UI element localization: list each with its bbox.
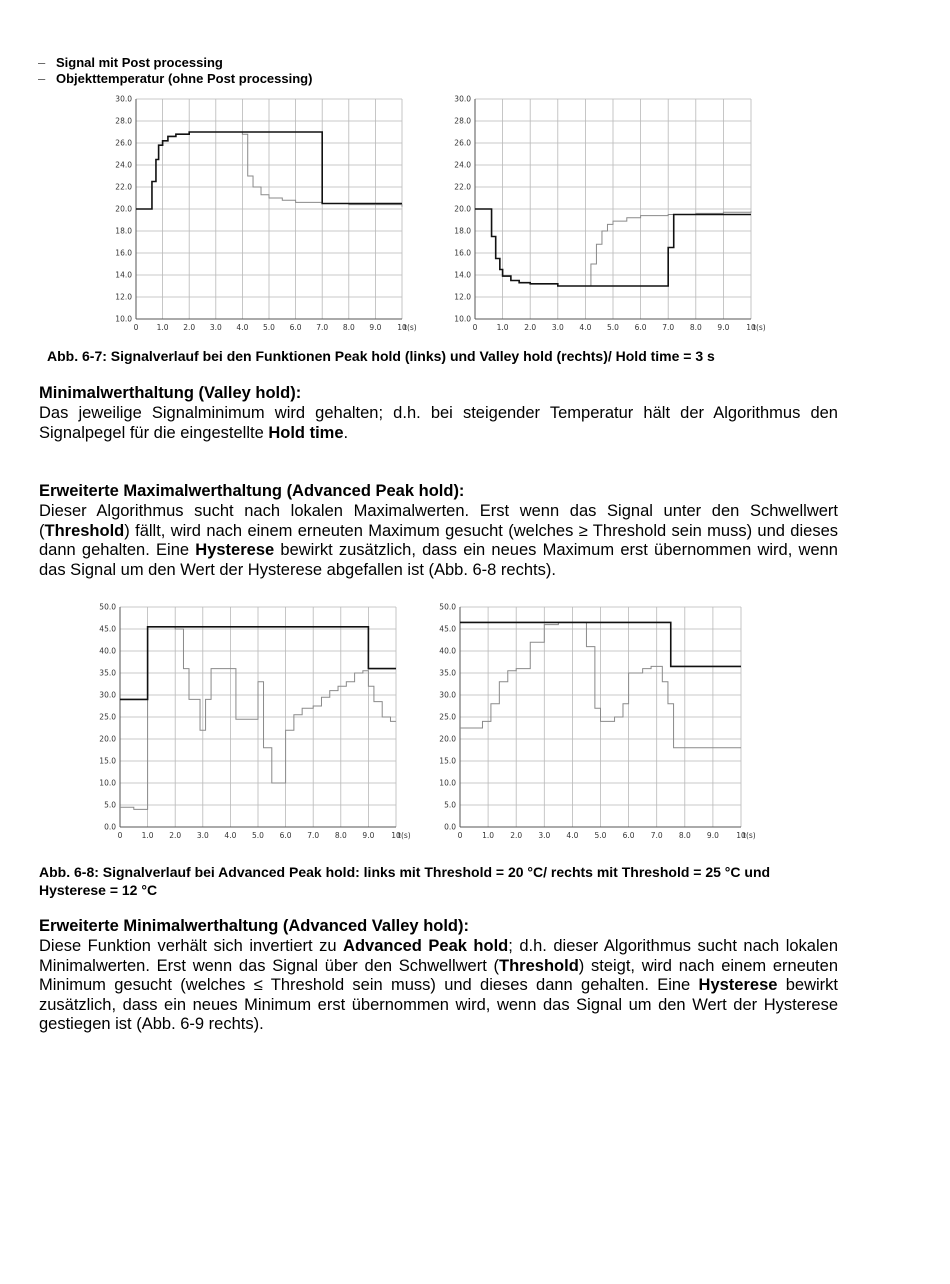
x-tick-label: 5.0 (594, 831, 607, 840)
x-tick-label: 10 (397, 323, 407, 332)
legend-label-1: Signal mit Post processing (56, 55, 223, 70)
x-tick-label: 7.0 (316, 323, 329, 332)
y-tick-label: 28.0 (115, 116, 132, 126)
y-tick-label: 10.0 (99, 778, 116, 788)
x-tick-label: 4.0 (236, 323, 249, 332)
x-tick-label: 7.0 (650, 831, 663, 840)
x-tick-label: 4.0 (579, 323, 592, 332)
y-tick-label: 22.0 (454, 182, 471, 192)
heading-advanced-peak-hold: Erweiterte Maximalwerthaltung (Advanced Peak hold): (39, 482, 465, 500)
y-tick-label: 28.0 (454, 116, 471, 126)
y-tick-label: 0.0 (104, 822, 116, 832)
y-tick-label: 20.0 (115, 204, 132, 214)
x-tick-label: 5.0 (607, 323, 619, 332)
y-tick-label: 30.0 (454, 94, 471, 104)
legend (38, 55, 312, 87)
x-tick-label: 9.0 (706, 831, 719, 840)
paragraph-advanced-valley-hold: Diese Funktion verhält sich invertiert zu Advanced Peak hold; d.h. dieser Algorithmus sucht nach lokalen Minimalwerten. Erst wenn das Signal über den Schwellwert (Threshold) steigt, wird nach einem erneuten Minimum gesucht (welches ≤ Threshold sein muss) und dieses dann gehalten. Eine Hysterese bewirkt zusätzlich, dass ein neues Minimum erst übernommen wird, wenn das Signal um den Wert der Hysterese gestiegen ist (Abb. 6-9 rechts). (39, 937, 838, 1033)
y-tick-label: 45.0 (99, 624, 116, 634)
y-tick-label: 10.0 (454, 314, 471, 324)
x-tick-label: 0 (457, 831, 463, 840)
y-tick-label: 0.0 (444, 822, 456, 832)
x-tick-label: 8.0 (678, 831, 691, 840)
y-tick-label: 24.0 (454, 160, 471, 170)
y-tick-label: 45.0 (439, 624, 456, 634)
dash-icon: – (38, 71, 46, 86)
legend-label-2: Objekttemperatur (ohne Post processing) (56, 71, 313, 86)
y-tick-label: 25.0 (99, 712, 116, 722)
y-tick-label: 40.0 (99, 646, 116, 656)
y-tick-label: 20.0 (439, 734, 456, 744)
y-tick-label: 50.0 (99, 602, 116, 612)
y-tick-label: 26.0 (454, 138, 471, 148)
figure-6-8-caption-line-1: Abb. 6-8: Signalverlauf bei Advanced Peak hold: links mit Threshold = 20 °C/ rechts mit Threshold = 25 °C und (39, 864, 771, 880)
y-tick-label: 26.0 (115, 138, 132, 148)
y-tick-label: 5.0 (104, 800, 116, 810)
y-tick-label: 30.0 (99, 690, 116, 700)
heading-valley-hold: Minimalwerthaltung (Valley hold): (39, 384, 302, 402)
y-tick-label: 40.0 (439, 646, 456, 656)
x-tick-label: 1.0 (156, 323, 169, 332)
y-tick-label: 10.0 (439, 778, 456, 788)
x-tick-label: 2.0 (510, 831, 523, 840)
x-axis-label: t(s) (753, 323, 766, 332)
x-tick-label: 5.0 (252, 831, 264, 840)
x-tick-label: 8.0 (334, 831, 347, 840)
x-tick-label: 6.0 (622, 831, 635, 840)
x-tick-label: 8.0 (342, 323, 355, 332)
y-tick-label: 18.0 (115, 226, 132, 236)
y-tick-label: 16.0 (115, 248, 132, 258)
x-tick-label: 0 (117, 831, 123, 840)
y-tick-label: 35.0 (99, 668, 116, 678)
figure-6-7-caption: Abb. 6-7: Signalverlauf bei den Funktionen Peak hold (links) und Valley hold (rechts)/ Hold time = 3 s (47, 348, 715, 364)
y-tick-label: 15.0 (439, 756, 456, 766)
x-tick-label: 3.0 (551, 323, 564, 332)
x-tick-label: 4.0 (224, 831, 237, 840)
chart-valley-hold (443, 93, 773, 335)
y-tick-label: 16.0 (454, 248, 471, 258)
heading-advanced-valley-hold: Erweiterte Minimalwerthaltung (Advanced Valley hold): (39, 917, 469, 935)
x-tick-label: 2.0 (524, 323, 537, 332)
x-tick-label: 3.0 (209, 323, 222, 332)
x-tick-label: 0 (133, 323, 139, 332)
chart-peak-hold-svg (104, 93, 424, 335)
y-tick-label: 12.0 (454, 292, 471, 302)
figure-6-8-caption-line-2: Hysterese = 12 °C (39, 882, 158, 898)
x-tick-label: 3.0 (538, 831, 551, 840)
x-tick-label: 6.0 (279, 831, 292, 840)
y-tick-label: 5.0 (444, 800, 456, 810)
x-tick-label: 10 (736, 831, 746, 840)
chart-advanced-peak-left (88, 601, 418, 843)
x-tick-label: 10 (391, 831, 401, 840)
y-tick-label: 35.0 (439, 668, 456, 678)
paragraph-valley-hold: Das jeweilige Signalminimum wird gehalten; d.h. bei steigender Temperatur hält der Algorithmus den Signalpegel für die eingestellte Hold time. (39, 404, 838, 442)
chart-valley-hold-svg (443, 93, 773, 335)
y-tick-label: 10.0 (115, 314, 132, 324)
y-tick-label: 14.0 (454, 270, 471, 280)
x-tick-label: 1.0 (482, 831, 495, 840)
x-tick-label: 9.0 (369, 323, 382, 332)
y-tick-label: 24.0 (115, 160, 132, 170)
x-tick-label: 4.0 (566, 831, 579, 840)
x-tick-label: 1.0 (496, 323, 509, 332)
chart-peak-hold (104, 93, 424, 335)
legend-item-post-processing (38, 55, 312, 71)
x-tick-label: 10 (746, 323, 756, 332)
x-tick-label: 0 (472, 323, 478, 332)
x-tick-label: 5.0 (263, 323, 275, 332)
y-tick-label: 22.0 (115, 182, 132, 192)
y-tick-label: 30.0 (439, 690, 456, 700)
x-tick-label: 7.0 (307, 831, 320, 840)
y-tick-label: 30.0 (115, 94, 132, 104)
x-tick-label: 9.0 (717, 323, 730, 332)
x-tick-label: 1.0 (141, 831, 154, 840)
x-tick-label: 2.0 (183, 323, 196, 332)
x-axis-label: t(s) (404, 323, 417, 332)
chart-advanced-peak-right-svg (428, 601, 763, 843)
y-tick-label: 18.0 (454, 226, 471, 236)
x-tick-label: 6.0 (634, 323, 647, 332)
x-axis-label: t(s) (398, 831, 411, 840)
x-tick-label: 3.0 (196, 831, 209, 840)
y-tick-label: 50.0 (439, 602, 456, 612)
dash-icon: – (38, 55, 46, 70)
x-tick-label: 9.0 (362, 831, 375, 840)
chart-advanced-peak-right (428, 601, 763, 843)
y-tick-label: 15.0 (99, 756, 116, 766)
x-tick-label: 8.0 (689, 323, 702, 332)
y-tick-label: 20.0 (99, 734, 116, 744)
y-tick-label: 12.0 (115, 292, 132, 302)
y-tick-label: 25.0 (439, 712, 456, 722)
paragraph-advanced-peak-hold: Dieser Algorithmus sucht nach lokalen Maximalwerten. Erst wenn das Signal unter den Schwellwert (Threshold) fällt, wird nach einem erneuten Maximum gesucht (welches ≥ Threshold sein muss) und dieses dann gehalten. Eine Hysterese bewirkt zusätzlich, dass ein neues Maximum erst übernommen wird, wenn das Signal um den Wert der Hysterese abgefallen ist (Abb. 6-8 rechts). (39, 502, 838, 579)
legend-item-object-temperature (38, 71, 312, 87)
x-tick-label: 2.0 (169, 831, 182, 840)
chart-advanced-peak-left-svg (88, 601, 418, 843)
x-axis-label: t(s) (743, 831, 756, 840)
x-tick-label: 6.0 (289, 323, 302, 332)
x-tick-label: 7.0 (662, 323, 675, 332)
y-tick-label: 20.0 (454, 204, 471, 214)
y-tick-label: 14.0 (115, 270, 132, 280)
